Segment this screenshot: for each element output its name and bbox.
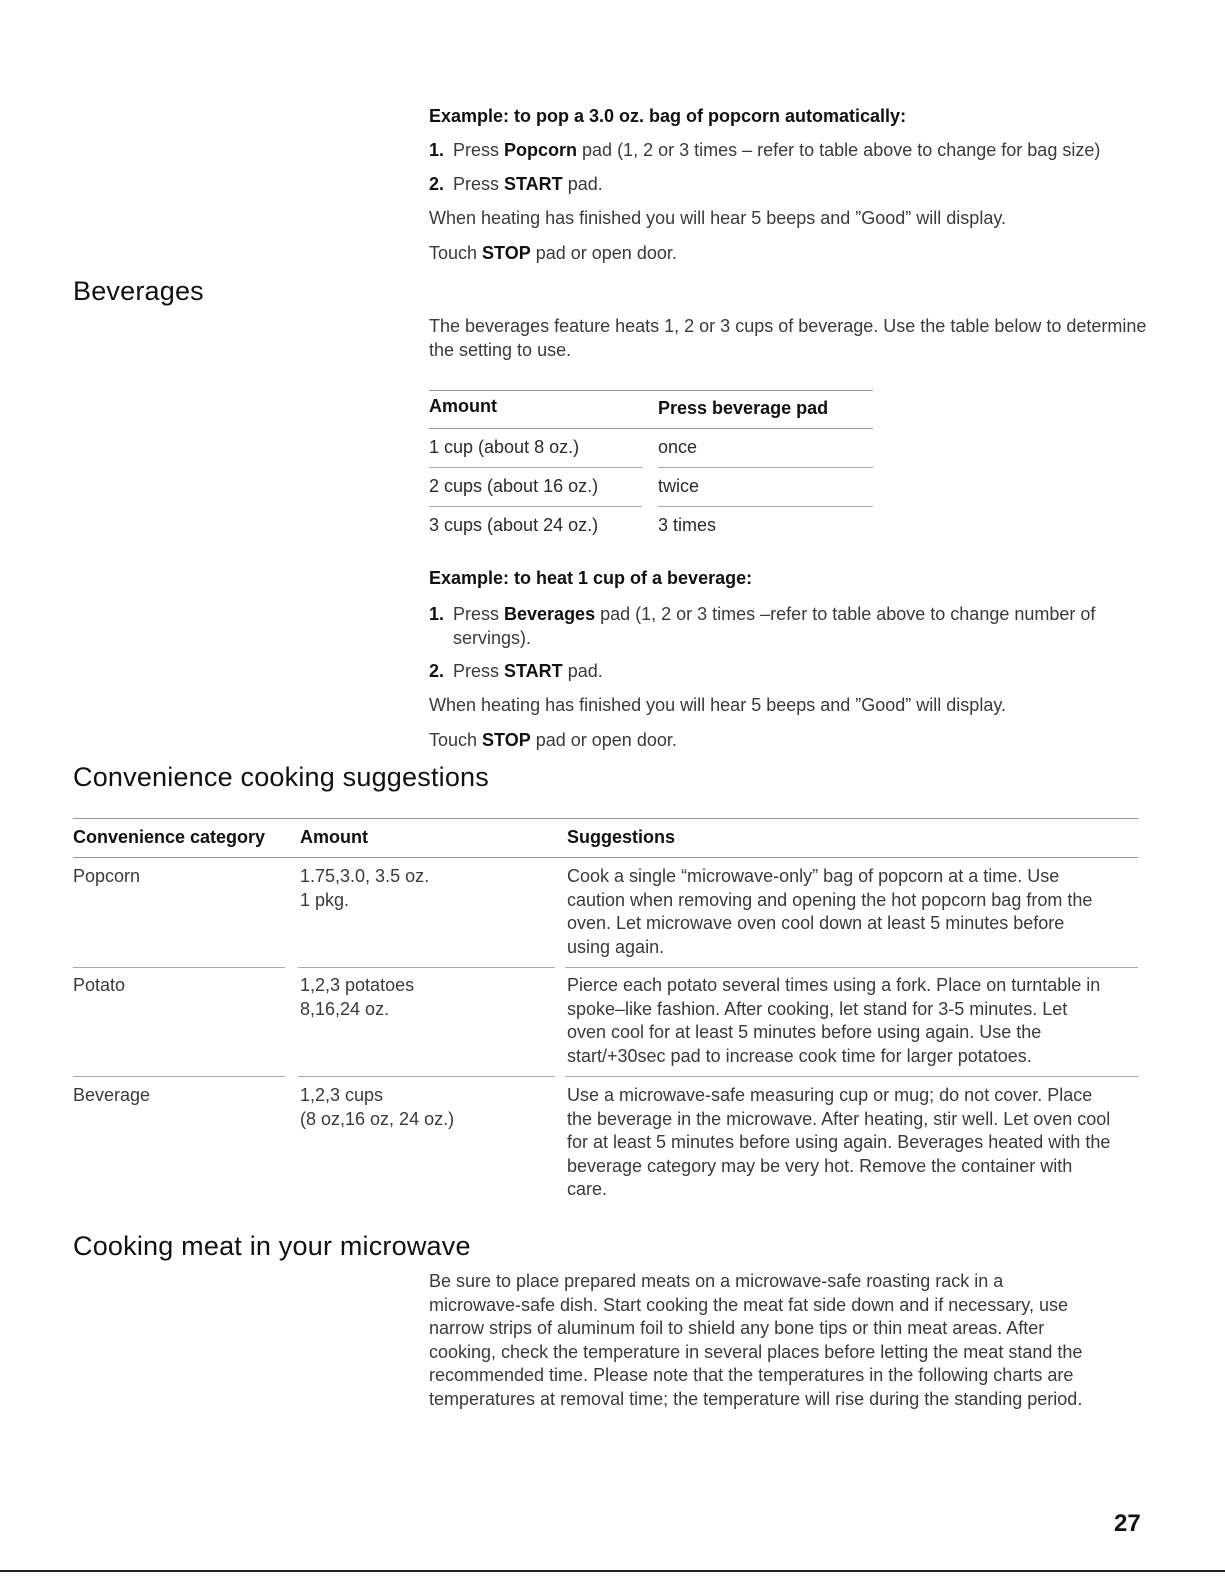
popcorn-step-1	[429, 140, 1149, 161]
step-text: pad (1, 2 or 3 times –refer to table above to change number of	[595, 604, 1096, 624]
page-number: 27	[1114, 1510, 1141, 1537]
header-suggestions: Suggestions	[567, 827, 676, 847]
paragraph-line: cooking, check the temperature in several places before letting the meat stand the	[429, 1341, 1083, 1362]
paragraph-line: Be sure to place prepared meats on a microwave-safe roasting rack in a	[429, 1271, 1004, 1291]
popcorn-touch-text	[429, 243, 677, 264]
meat-title: Cooking meat in your microwave	[73, 1231, 471, 1261]
beverage-step-1	[429, 603, 1149, 650]
step-text: pad.	[562, 661, 603, 681]
suggestion-line: for at least 5 minutes before using again. Beverages heated with the	[567, 1132, 1111, 1152]
cell-amount: 2 cups (about 16 oz.)	[429, 476, 599, 496]
table-rule	[73, 857, 1138, 858]
step-number: 1.	[429, 604, 445, 624]
popcorn-finish-text: When heating has finished you will hear 5 beeps and ”Good” will display.	[429, 208, 1006, 228]
suggestion-line: spoke–like fashion. After cooking, let stand for 3-5 minutes. Let	[567, 998, 1068, 1019]
cell-amount: 3 cups (about 24 oz.)	[429, 515, 599, 535]
header-amount: Amount	[429, 396, 497, 416]
cell-suggestions	[567, 974, 1139, 1068]
header-category: Convenience category	[73, 827, 266, 847]
cell-amount	[300, 865, 560, 912]
cell-press: 3 times	[658, 515, 717, 535]
beverage-touch-text	[429, 730, 677, 751]
table-rule	[73, 967, 285, 968]
step-text-continued: servings).	[453, 627, 532, 648]
suggestion-line: caution when removing and opening the hot popcorn bag from the	[567, 889, 1093, 910]
beverage-finish-text: When heating has finished you will hear 5 beeps and ”Good” will display.	[429, 695, 1006, 715]
step-number: 2.	[429, 661, 445, 681]
paragraph-line: recommended time. Please note that the temperatures in the following charts are	[429, 1365, 1074, 1386]
touch-pre: Touch	[429, 243, 483, 263]
table-rule	[565, 967, 1138, 968]
table-row	[429, 507, 873, 545]
amount-line: 1.75,3.0, 3.5 oz.	[300, 866, 430, 886]
amount-line: 1,2,3 cups	[300, 1085, 384, 1105]
suggestion-line: oven. Let microwave oven cool down at least 5 minutes before	[567, 913, 1065, 933]
cell-category: Beverage	[73, 1085, 151, 1105]
step-number: 2.	[429, 174, 445, 194]
paragraph-line: microwave-safe dish. Start cooking the meat fat side down and if necessary, use	[429, 1294, 1068, 1315]
convenience-title: Convenience cooking suggestions	[73, 762, 489, 792]
table-row	[429, 468, 873, 506]
suggestion-line: beverage category may be very hot. Remove the container with	[567, 1155, 1073, 1176]
step-text: Press	[453, 604, 505, 624]
table-rule	[298, 967, 555, 968]
popcorn-step-2	[429, 174, 1149, 195]
table-rule	[565, 1076, 1138, 1077]
header-amount: Amount	[300, 827, 368, 847]
start-pad-label: START	[504, 174, 563, 194]
cell-amount	[300, 974, 560, 1021]
cell-category: Popcorn	[73, 866, 141, 886]
step-text: Press	[453, 661, 505, 681]
cell-amount	[300, 1084, 560, 1131]
table-rule	[73, 1076, 285, 1077]
beverages-title: Beverages	[73, 276, 204, 306]
popcorn-example-heading: Example: to pop a 3.0 oz. bag of popcorn automatically:	[429, 106, 907, 126]
suggestion-line: the beverage in the microwave. After heating, stir well. Let oven cool	[567, 1108, 1111, 1129]
touch-pre: Touch	[429, 730, 483, 750]
page-bottom-rule	[0, 1570, 1225, 1572]
amount-line: 1 pkg.	[300, 889, 350, 910]
cell-amount: 1 cup (about 8 oz.)	[429, 437, 580, 457]
amount-line: (8 oz,16 oz, 24 oz.)	[300, 1108, 455, 1129]
beverages-pad-label: Beverages	[504, 604, 596, 624]
suggestion-line: start/+30sec pad to increase cook time for larger potatoes.	[567, 1045, 1032, 1066]
table-header-row	[429, 390, 873, 428]
step-text: pad.	[562, 174, 603, 194]
suggestion-line: Cook a single “microwave-only” bag of popcorn at a time. Use	[567, 866, 1060, 886]
touch-post: pad or open door.	[530, 730, 677, 750]
step-text: Press	[453, 140, 505, 160]
suggestion-line: oven cool for at least 5 minutes before using again. Use the	[567, 1022, 1042, 1042]
popcorn-pad-label: Popcorn	[504, 140, 578, 160]
cell-category: Potato	[73, 975, 126, 995]
cell-press: twice	[658, 476, 700, 496]
cell-suggestions	[567, 1084, 1139, 1202]
amount-line: 1,2,3 potatoes	[300, 975, 415, 995]
beverages-intro: The beverages feature heats 1, 2 or 3 cups of beverage. Use the table below to determine the setting to use.	[429, 316, 1147, 360]
start-pad-label: START	[504, 661, 563, 681]
suggestion-line: Use a microwave-safe measuring cup or mug; do not cover. Place	[567, 1085, 1093, 1105]
step-number: 1.	[429, 140, 445, 160]
beverage-example-heading: Example: to heat 1 cup of a beverage:	[429, 568, 753, 588]
cell-press: once	[658, 437, 698, 457]
suggestion-line: Pierce each potato several times using a fork. Place on turntable in	[567, 975, 1101, 995]
step-text: Press	[453, 174, 505, 194]
paragraph-line: narrow strips of aluminum foil to shield any bone tips or thin meat areas. After	[429, 1318, 1045, 1339]
table-rule	[73, 818, 1138, 819]
meat-paragraph	[429, 1270, 1169, 1412]
suggestion-line: care.	[567, 1179, 608, 1199]
cell-suggestions	[567, 865, 1139, 959]
touch-post: pad or open door.	[530, 243, 677, 263]
stop-pad-label: STOP	[482, 243, 531, 263]
table-rule	[298, 1076, 555, 1077]
header-press-pad: Press beverage pad	[658, 398, 829, 418]
paragraph-line: temperatures at removal time; the temperature will rise during the standing period.	[429, 1388, 1083, 1409]
beverage-step-2	[429, 661, 1149, 682]
table-row	[429, 429, 873, 467]
suggestion-line: using again.	[567, 936, 665, 957]
amount-line: 8,16,24 oz.	[300, 998, 390, 1019]
stop-pad-label: STOP	[482, 730, 531, 750]
step-text: pad (1, 2 or 3 times – refer to table above to change for bag size)	[577, 140, 1101, 160]
